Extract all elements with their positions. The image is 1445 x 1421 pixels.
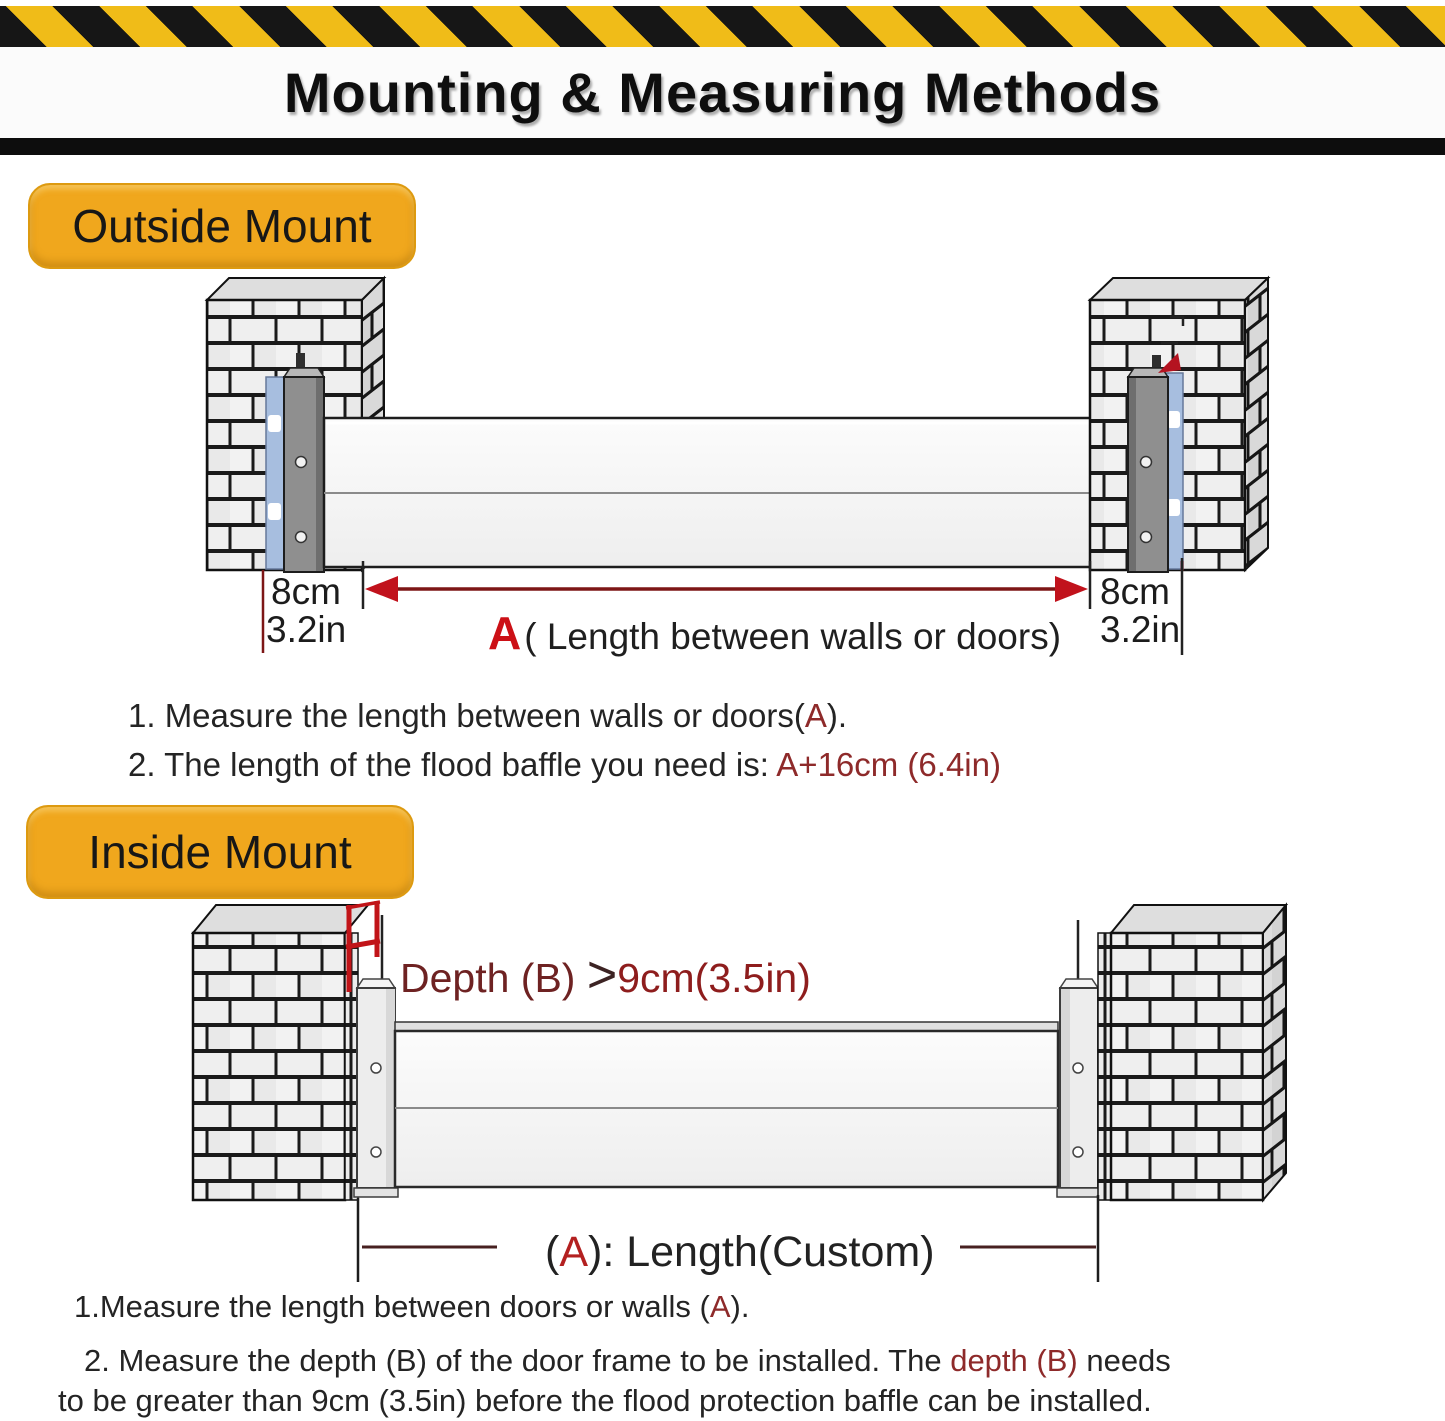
step-text: 2. Measure the depth (B) of the door frame to be installed. The	[84, 1343, 951, 1378]
inside-mount-diagram	[0, 895, 1445, 1305]
outside-mount-badge	[28, 183, 416, 269]
screw-hole	[1073, 1063, 1083, 1073]
inside-mount-instructions	[56, 1288, 1171, 1420]
flood-barrier-panels	[324, 418, 1136, 567]
inside-mount-badge-label: Inside Mount	[88, 826, 352, 878]
outside-dimension-annotations	[263, 558, 1182, 659]
right-mounting-channel	[1057, 920, 1101, 1197]
screw-hole	[1141, 457, 1152, 468]
arrowhead-right-icon	[1055, 576, 1088, 602]
step-text: 1. Measure the length between walls or doors(	[128, 697, 805, 734]
depth-requirement-label	[400, 946, 811, 1004]
step-text: needs	[1077, 1343, 1171, 1378]
inside-step-2	[56, 1342, 1171, 1380]
left-depth-in: 3.2in	[266, 609, 347, 650]
title-divider-bar	[0, 138, 1445, 155]
step-highlight: depth (B)	[950, 1343, 1078, 1378]
screw-hole	[371, 1063, 381, 1073]
inside-step-2-continued	[56, 1382, 1171, 1420]
title-band	[0, 47, 1445, 138]
inside-mount-badge	[26, 805, 414, 899]
outside-mount-instructions	[128, 696, 1001, 785]
step-highlight: A	[709, 1289, 731, 1324]
step-highlight: A+16cm (6.4in)	[776, 746, 1001, 783]
depth-value-text: 9cm(3.5in)	[617, 955, 811, 1001]
hazard-stripe-banner	[0, 6, 1445, 47]
screw-hole	[371, 1147, 381, 1157]
screw-hole	[296, 457, 307, 468]
right-depth-cm: 8cm	[1100, 571, 1170, 612]
step-text: 2. The length of the flood baffle you need is:	[128, 746, 777, 783]
left-mounting-channel	[266, 353, 324, 572]
step-highlight: A	[804, 697, 827, 734]
step-text: 1.Measure the length between doors or walls (	[74, 1289, 710, 1324]
outside-mount-diagram	[0, 265, 1445, 665]
screw-hole	[296, 532, 307, 543]
inside-dimension-annotations	[358, 1195, 1098, 1282]
outside-step-2	[128, 745, 1001, 785]
right-depth-in: 3.2in	[1100, 609, 1181, 650]
dimension-A-description: ( Length between walls or doors)	[524, 616, 1062, 657]
left-depth-cm: 8cm	[271, 571, 341, 612]
greater-than-sign: >	[586, 946, 618, 1004]
outside-mount-badge-label: Outside Mount	[72, 200, 372, 252]
custom-length-label	[545, 1228, 935, 1276]
screw-hole	[1073, 1147, 1083, 1157]
label-text: (	[545, 1228, 560, 1276]
step-text: ).	[730, 1289, 750, 1324]
outside-step-1	[128, 696, 1001, 736]
dimension-A-letter: A	[559, 1228, 589, 1276]
page-title: Mounting & Measuring Methods	[283, 61, 1162, 124]
arrowhead-left-icon	[365, 576, 398, 602]
length-between-walls-label	[488, 607, 1061, 659]
label-text: ): Length(Custom)	[588, 1228, 935, 1276]
step-text: ).	[826, 697, 848, 734]
step-text: to be greater than 9cm (3.5in) before the flood protection baffle can be installed.	[58, 1383, 1152, 1418]
screw-hole	[1141, 532, 1152, 543]
left-mounting-channel	[354, 915, 398, 1197]
dimension-A-letter: A	[488, 607, 522, 659]
blue-seal-strip	[266, 377, 284, 569]
flood-barrier-panels	[395, 1022, 1058, 1187]
right-brick-wall	[1098, 905, 1286, 1200]
right-mounting-channel	[1128, 353, 1183, 572]
inside-step-1	[56, 1288, 1171, 1326]
depth-label-text: Depth (B)	[400, 955, 587, 1001]
left-brick-wall	[193, 905, 368, 1200]
